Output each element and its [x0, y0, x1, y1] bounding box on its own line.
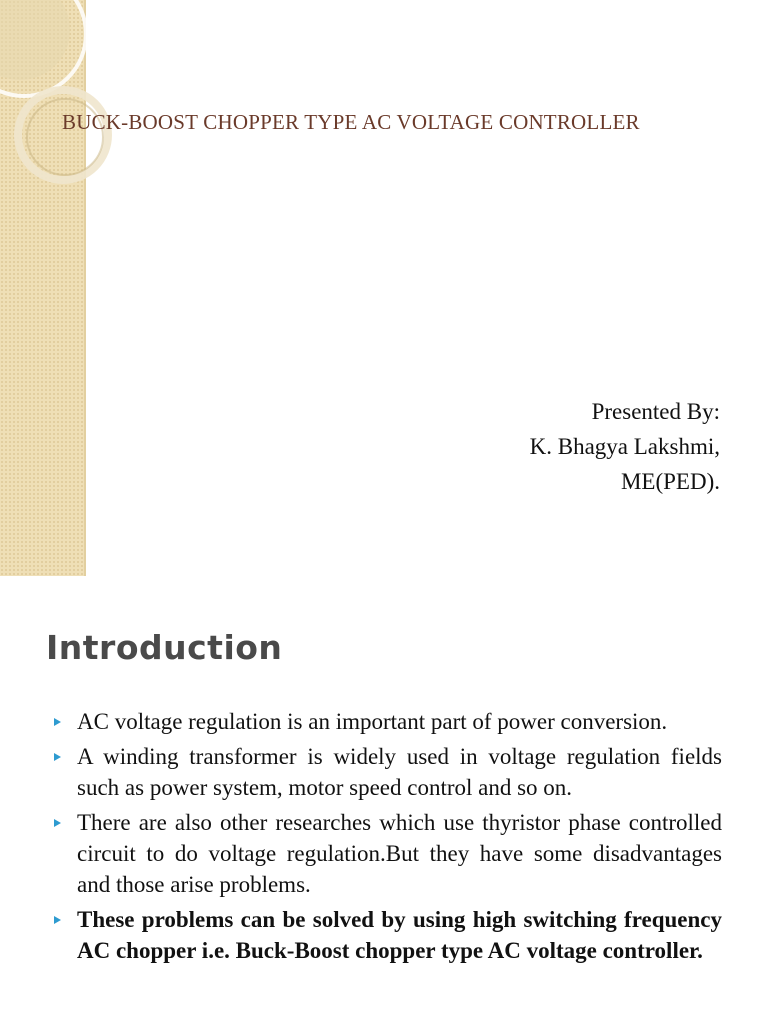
bullet-text: There are also other researches which use thyristor phase controlled circuit to do voltage regulation.But they have some disadvantages and those arise problems. — [77, 810, 722, 897]
list-item — [52, 741, 722, 803]
presenter-block — [530, 394, 720, 499]
presenter-degree: ME(PED). — [620, 469, 720, 494]
section-heading: Introduction — [46, 628, 283, 667]
list-item — [52, 904, 722, 966]
bullet-text: A winding transformer is widely used in voltage regulation fields such as power system, motor speed control and so on. — [77, 744, 722, 800]
bullet-list — [52, 706, 722, 970]
list-item — [52, 706, 722, 737]
stripe-edge — [84, 0, 86, 576]
presenter-label: Presented By: — [591, 399, 720, 424]
introduction-slide — [0, 576, 768, 1024]
triangle-bullet-icon — [54, 916, 61, 924]
slide-title: BUCK-BOOST CHOPPER TYPE AC VOLTAGE CONTROLLER — [62, 110, 640, 134]
bullet-text: These problems can be solved by using high switching frequency AC chopper i.e. Buck-Boost chopper type AC voltage controller. — [77, 907, 722, 963]
triangle-bullet-icon — [54, 753, 61, 761]
triangle-bullet-icon — [54, 718, 61, 726]
list-item — [52, 807, 722, 900]
bullet-text: AC voltage regulation is an important part of power conversion. — [77, 709, 668, 734]
triangle-bullet-icon — [54, 819, 61, 827]
presenter-name: K. Bhagya Lakshmi, — [529, 434, 720, 459]
